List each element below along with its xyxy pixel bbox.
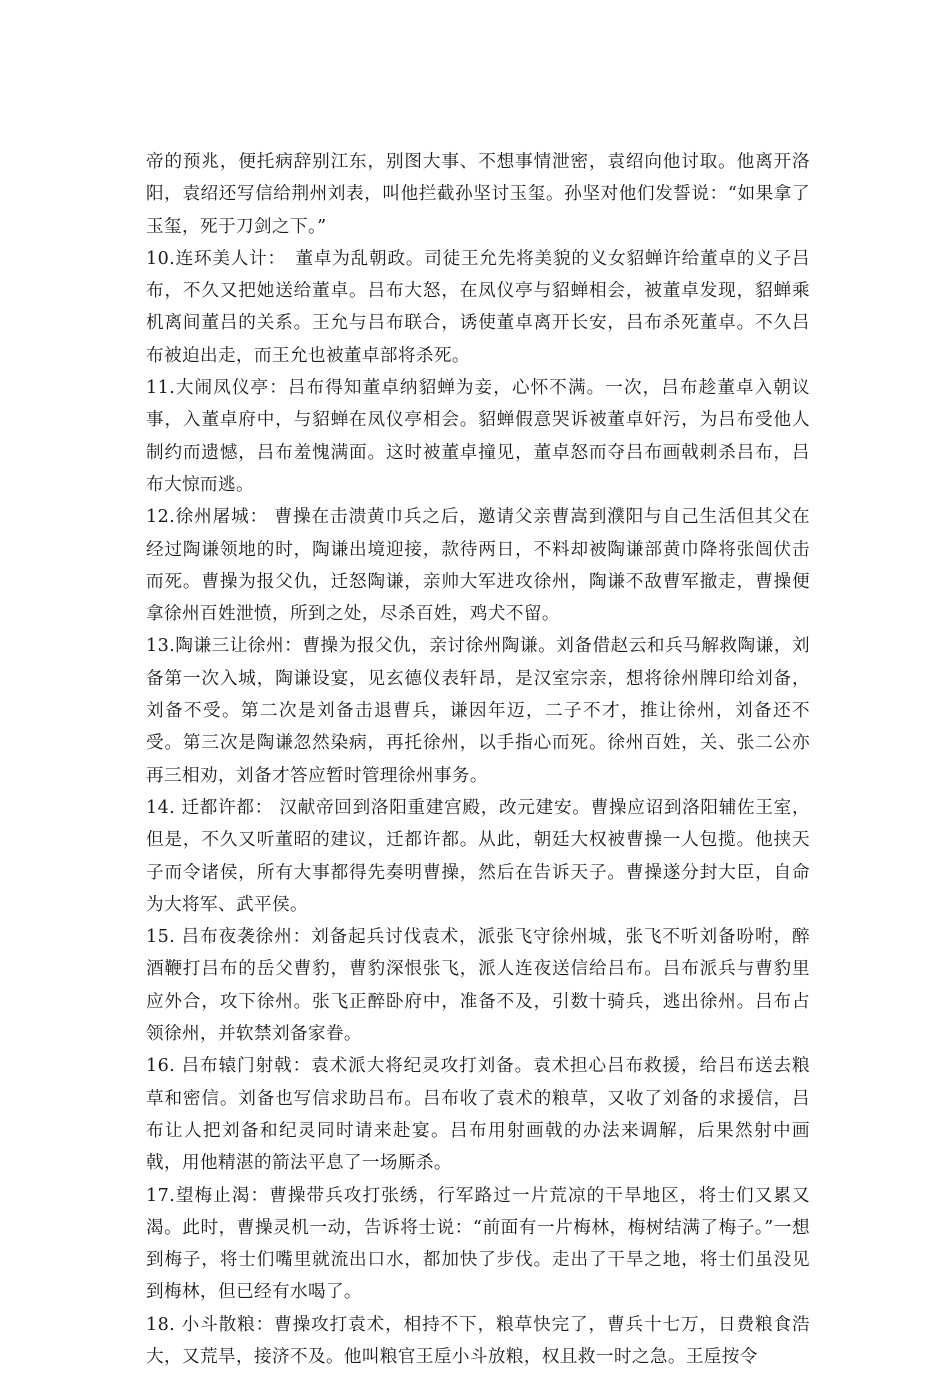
paragraph-text: 袁术派大将纪灵攻打刘备。袁术担心吕布救援，给吕布送去粮草和密信。刘备也写信求助吕布。吕布收了袁术的粮草，又收了刘备的求援信，吕布让人把刘备和纪灵同时请来赴宴。吕布用射画戟的办法来调解，后果然射中画戟，用他精湛的箭法平息了一场厮杀。	[146, 1056, 810, 1174]
paragraph-title: 15. 吕布夜袭徐州：	[146, 927, 312, 948]
paragraph-title: 11.大闹凤仪亭：	[146, 378, 288, 399]
paragraph-title: 13.陶谦三让徐州：	[146, 636, 303, 657]
paragraph-16	[146, 1050, 810, 1179]
paragraph-title: 17.望梅止渴：	[146, 1185, 270, 1206]
document-page	[146, 146, 810, 1373]
paragraph-continuation	[146, 146, 810, 243]
paragraph-text: 董卓为乱朝政。司徒王允先将美貌的义女貂蝉许给董卓的义子吕布，不久又把她送给董卓。吕布大怒，在凤仪亭与貂蝉相会，被董卓发现，貂蝉乘机离间董吕的关系。王允与吕布联合，诱使董卓离开长安，吕布杀死董卓。不久吕布被迫出走，而王允也被董卓部将杀死。	[146, 248, 810, 366]
paragraph-text: 曹操攻打袁术，相持不下，粮草快完了，曹兵十七万，日费粮食浩大，又荒旱，接济不及。他叫粮官王垕小斗放粮，权且救一时之急。王垕按令	[146, 1314, 810, 1367]
paragraph-12	[146, 501, 810, 630]
paragraph-18	[146, 1309, 810, 1373]
paragraph-title: 12.徐州屠城：	[146, 507, 269, 528]
paragraph-title: 14. 迁都许都：	[146, 797, 274, 818]
paragraph-text: 曹操带兵攻打张绣，行军路过一片荒凉的干旱地区，将士们又累又渴。此时，曹操灵机一动，告诉将士说：“前面有一片梅林，梅树结满了梅子。”一想到梅子，将士们嘴里就流出口水，都加快了步伐。走出了干旱之地，将士们虽没见到梅林，但已经有水喝了。	[146, 1185, 810, 1303]
paragraph-text: 帝的预兆，便托病辞别江东，别图大事、不想事情泄密，袁绍向他讨取。他离开洛阳，袁绍还写信给荆州刘表，叫他拦截孙坚讨玉玺。孙坚对他们发誓说：“如果拿了玉玺，死于刀剑之下。”	[146, 152, 810, 237]
paragraph-text: 汉献帝回到洛阳重建宫殿，改元建安。曹操应诏到洛阳辅佐王室，但是，不久又听董昭的建议，迁都许都。从此，朝廷大权被曹操一人包揽。他挟天子而令诸侯，所有大事都得先奏明曹操，然后在告诉天子。曹操遂分封大臣，自命为大将军、武平侯。	[146, 797, 810, 915]
paragraph-13	[146, 630, 810, 791]
paragraph-15	[146, 921, 810, 1050]
paragraph-title: 10.连环美人计：	[146, 248, 278, 269]
paragraph-11	[146, 372, 810, 501]
paragraph-14	[146, 792, 810, 921]
paragraph-title: 16. 吕布辕门射戟：	[146, 1056, 312, 1077]
paragraph-text: 曹操在击溃黄巾兵之后，邀请父亲曹嵩到濮阳与自己生活但其父在经过陶谦领地的时，陶谦出境迎接，款待两日，不料却被陶谦部黄巾降将张闿伏击而死。曹操为报父仇，迁怒陶谦，亲帅大军进攻徐州，陶谦不敌曹军撤走，曹操便拿徐州百姓泄愤，所到之处，尽杀百姓，鸡犬不留。	[146, 507, 810, 625]
paragraph-17	[146, 1180, 810, 1309]
paragraph-10	[146, 243, 810, 372]
paragraph-text: 吕布得知董卓纳貂蝉为妾，心怀不满。一次，吕布趁董卓入朝议事，入董卓府中，与貂蝉在凤仪亭相会。貂蝉假意哭诉被董卓奸污，为吕布受他人制约而遗憾，吕布羞愧满面。这时被董卓撞见，董卓怒而夺吕布画戟刺杀吕布，吕布大惊而逃。	[146, 378, 810, 495]
paragraph-text: 刘备起兵讨伐袁术，派张飞守徐州城，张飞不听刘备吩咐，醉酒鞭打吕布的岳父曹豹，曹豹深恨张飞，派人连夜送信给吕布。吕布派兵与曹豹里应外合，攻下徐州。张飞正醉卧府中，准备不及，引数十骑兵，逃出徐州。吕布占领徐州，并软禁刘备家眷。	[146, 927, 810, 1045]
paragraph-text: 曹操为报父仇，亲讨徐州陶谦。刘备借赵云和兵马解救陶谦，刘备第一次入城，陶谦设宴，见玄德仪表轩昂，是汉室宗亲，想将徐州牌印给刘备，刘备不受。第二次是刘备击退曹兵，谦因年迈，二子不才，推让徐州，刘备还不受。第三次是陶谦忽然染病，再托徐州，以手指心而死。徐州百姓，关、张二公亦再三相劝，刘备才答应暂时管理徐州事务。	[146, 636, 811, 786]
paragraph-title: 18. 小斗散粮：	[146, 1314, 275, 1335]
